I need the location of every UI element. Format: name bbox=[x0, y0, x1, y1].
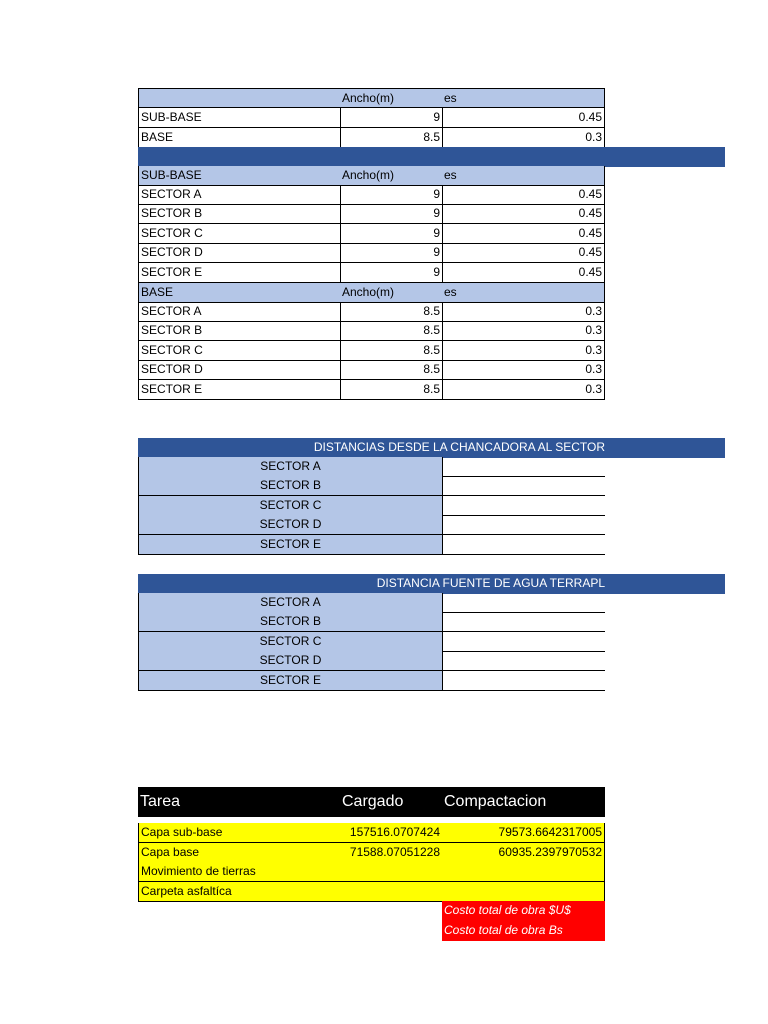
section-header-ancho: Ancho(m) bbox=[340, 166, 443, 186]
total-usd-label: Costo total de obra $U$ bbox=[442, 901, 605, 921]
table-row-ancho: 8.5 bbox=[340, 302, 443, 322]
row-es: 0.45 bbox=[442, 108, 605, 128]
cost-row-cargado: 71588.07051228 bbox=[340, 843, 443, 863]
table-row-es: 0.3 bbox=[442, 321, 605, 341]
sector-value-cell bbox=[442, 535, 605, 555]
table-row-ancho: 9 bbox=[340, 224, 443, 244]
cost-row-compactacion: 60935.2397970532 bbox=[442, 843, 605, 863]
section-header-es: es bbox=[442, 283, 605, 303]
table-row-es: 0.3 bbox=[442, 341, 605, 361]
cost-row-task: Capa sub-base bbox=[138, 823, 341, 843]
sector-label-cell: SECTOR E bbox=[138, 535, 443, 555]
sector-label-cell: SECTOR C bbox=[138, 496, 443, 516]
table-row-ancho: 9 bbox=[340, 263, 443, 283]
header-cargado: Cargado bbox=[340, 787, 443, 817]
sector-value-cell bbox=[442, 612, 605, 632]
distancias-title: DISTANCIAS DESDE LA CHANCADORA AL SECTOR bbox=[138, 438, 725, 458]
sector-label-cell: SECTOR D bbox=[138, 651, 443, 671]
section-header-ancho: Ancho(m) bbox=[340, 283, 443, 303]
header-ancho: Ancho(m) bbox=[340, 88, 443, 108]
header-es: es bbox=[442, 88, 605, 108]
table-row-es: 0.45 bbox=[442, 224, 605, 244]
section-header-label: SUB-BASE bbox=[138, 166, 341, 186]
table-row-label: SECTOR B bbox=[138, 321, 341, 341]
table-row-ancho: 9 bbox=[340, 204, 443, 224]
sector-label-cell: SECTOR D bbox=[138, 515, 443, 535]
sector-label-cell: SECTOR B bbox=[138, 612, 443, 632]
table-row-ancho: 8.5 bbox=[340, 341, 443, 361]
section-header-label: BASE bbox=[138, 283, 341, 303]
sector-label-cell: SECTOR A bbox=[138, 593, 443, 613]
table-row-label: SECTOR D bbox=[138, 243, 341, 263]
cost-row-compactacion: 79573.6642317005 bbox=[442, 823, 605, 843]
section-header-es: es bbox=[442, 166, 605, 186]
table-row-label: SECTOR C bbox=[138, 341, 341, 361]
sector-value-cell bbox=[442, 671, 605, 691]
sector-label-cell: SECTOR C bbox=[138, 632, 443, 652]
sector-value-cell bbox=[442, 457, 605, 477]
row-ancho: 9 bbox=[340, 108, 443, 128]
table-row-es: 0.3 bbox=[442, 302, 605, 322]
row-label: BASE bbox=[138, 128, 341, 148]
header-blank-cell bbox=[138, 88, 341, 108]
header-tarea: Tarea bbox=[138, 787, 341, 817]
sector-value-cell bbox=[442, 496, 605, 516]
sector-value-cell bbox=[442, 515, 605, 535]
table-row-ancho: 8.5 bbox=[340, 360, 443, 380]
sector-value-cell bbox=[442, 632, 605, 652]
table-row-ancho: 8.5 bbox=[340, 321, 443, 341]
sector-value-cell bbox=[442, 651, 605, 671]
header-compactacion: Compactacion bbox=[442, 787, 605, 817]
table-row-es: 0.45 bbox=[442, 185, 605, 205]
table-row-es: 0.3 bbox=[442, 360, 605, 380]
table-row-es: 0.45 bbox=[442, 243, 605, 263]
row-ancho: 8.5 bbox=[340, 128, 443, 148]
sector-label-cell: SECTOR A bbox=[138, 457, 443, 477]
cost-row-task: Movimiento de tierras bbox=[138, 862, 341, 882]
table-row-label: SECTOR A bbox=[138, 185, 341, 205]
table-row-ancho: 9 bbox=[340, 243, 443, 263]
sector-label-cell: SECTOR B bbox=[138, 476, 443, 496]
table-row-label: SECTOR C bbox=[138, 224, 341, 244]
section-separator-bar bbox=[138, 147, 725, 167]
table-row-es: 0.3 bbox=[442, 380, 605, 400]
cost-row-compactacion bbox=[442, 862, 605, 882]
table-row-label: SECTOR A bbox=[138, 302, 341, 322]
table-row-label: SECTOR B bbox=[138, 204, 341, 224]
cost-row-cargado: 157516.0707424 bbox=[340, 823, 443, 843]
table-row-ancho: 9 bbox=[340, 185, 443, 205]
total-bs-label: Costo total de obra Bs bbox=[442, 921, 605, 941]
agua-title: DISTANCIA FUENTE DE AGUA TERRAPL bbox=[138, 574, 725, 594]
row-es: 0.3 bbox=[442, 128, 605, 148]
row-label: SUB-BASE bbox=[138, 108, 341, 128]
table-row-label: SECTOR E bbox=[138, 263, 341, 283]
cost-row-compactacion bbox=[442, 882, 605, 902]
sector-label-cell: SECTOR E bbox=[138, 671, 443, 691]
table-row-ancho: 8.5 bbox=[340, 380, 443, 400]
table-row-label: SECTOR D bbox=[138, 360, 341, 380]
sector-value-cell bbox=[442, 593, 605, 613]
cost-row-task: Carpeta asfaltíca bbox=[138, 882, 341, 902]
cost-row-cargado bbox=[340, 882, 443, 902]
table-row-es: 0.45 bbox=[442, 263, 605, 283]
sector-value-cell bbox=[442, 476, 605, 496]
table-row-label: SECTOR E bbox=[138, 380, 341, 400]
table-row-es: 0.45 bbox=[442, 204, 605, 224]
cost-row-cargado bbox=[340, 862, 443, 882]
cost-row-task: Capa base bbox=[138, 843, 341, 863]
